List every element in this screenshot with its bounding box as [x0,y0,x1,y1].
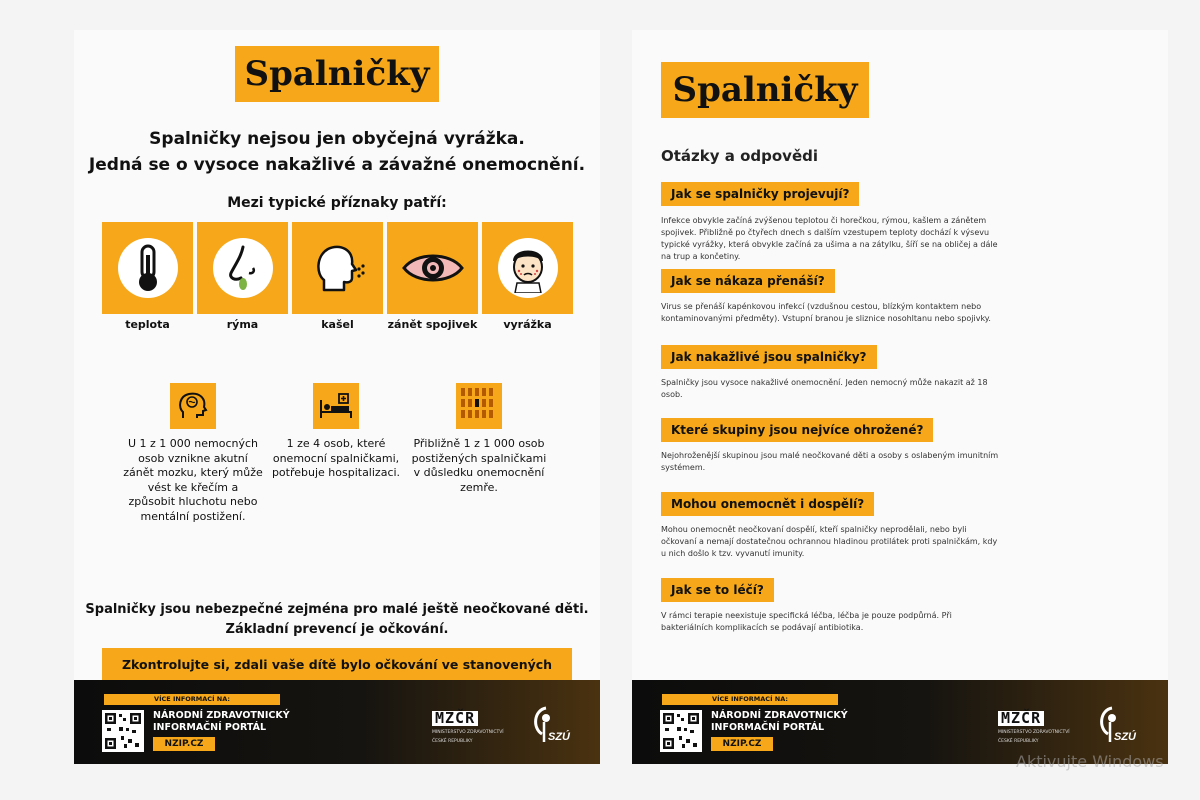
footer [74,680,600,764]
windows-activation-watermark: Aktivujte Windows [1016,752,1164,771]
symptom-tile-cough [292,222,383,314]
answer-treatment: V rámci terapie neexistuje specifická léčba, léčba je pouze podpůrná. Při bakteriálních komplikacích se podávají antibiotika. [661,611,952,632]
question-adults: Mohou onemocnět i dospělí? [661,492,874,516]
closing-text [74,600,600,640]
question-treatment: Jak se to léčí? [661,578,774,602]
qr-code-icon[interactable] [660,710,702,752]
brain-icon [177,390,209,422]
qa-heading: Otázky a odpovědi [661,147,819,165]
runny-nose-icon [221,243,265,293]
more-info-label: VÍCE INFORMACÍ NA: [662,694,838,705]
symptom-tile-conjunctivitis [387,222,478,314]
portal-url-link[interactable]: NZIP.CZ [711,737,773,751]
symptoms-heading: Mezi typické příznaky patří: [227,195,447,211]
stat-text-mortality: Přibližně 1 z 1 000 osob postižených spalničkami v důsledku onemocnění zemře. [411,437,547,494]
hospital-bed-icon [319,392,353,420]
more-info-label: VÍCE INFORMACÍ NA: [104,694,280,705]
answer-contagiousness: Spalničky jsou vysoce nakažlivé onemocnění. Jeden nemocný může nakazit až 18 osob. [661,378,988,399]
szu-logo [1092,702,1142,746]
intro-line-2: Jedná se o vysoce nakažlivé a závažné onemocnění. [88,155,586,175]
stat-tile-brain [170,383,216,429]
symptom-tile-runny-nose [197,222,288,314]
question-contagiousness: Jak nakažlivé jsou spalničky? [661,345,877,369]
portal-url-link[interactable]: NZIP.CZ [153,737,215,751]
closing-line-2: Základní prevencí je očkování. [225,622,449,637]
symptom-label: teplota [125,318,170,331]
question-risk-groups: Které skupiny jsou nejvíce ohrožené? [661,418,933,442]
ministry-logo: MZČR MINISTERSTVO ZDRAVOTNICTVÍ ČESKÉ REPUBLIKY [432,709,504,744]
poster-title: Spalničky [235,46,439,102]
intro-line-1: Spalničky nejsou jen obyčejná vyrážka. [149,129,525,149]
left-poster [74,30,600,764]
ministry-logo-mark: MZČR [432,711,478,726]
szu-logo [526,702,576,746]
ministry-logo: MZČR MINISTERSTVO ZDRAVOTNICTVÍ ČESKÉ REPUBLIKY [998,709,1070,744]
symptom-label: kašel [321,318,354,331]
symptom-tile-fever [102,222,193,314]
poster-title: Spalničky [661,62,869,118]
stat-tile-crowd [456,383,502,429]
symptom-tile-rash [482,222,573,314]
symptom-label: rýma [226,318,259,331]
answer-symptoms: Infekce obvykle začíná zvýšenou teplotou či horečkou, rýmou, kašlem a zánětem spojivek. Přibližně po čtyřech dnech s dalším vzestupem teploty dochází k výsevu typické vyrážky, která obvykle začíná za ušima a na zátylku, šíří se na obličej a dále na trup a končetiny. [661,216,998,261]
answer-risk-groups: Nejohroženější skupinou jsou malé neočkované děti a osoby s oslabeným imunitním systémem. [661,451,999,472]
szu-text: SZÚ [548,731,570,743]
portal-name: NÁRODNÍ ZDRAVOTNICKÝ INFORMAČNÍ PORTÁL [711,710,848,733]
stat-text-brain: U 1 z 1 000 nemocných osob vznikne akutní zánět mozku, který může vést ke křečím a způsobit hluchotu nebo mentální postižení. [123,437,263,523]
right-poster [632,30,1168,764]
portal-name: NÁRODNÍ ZDRAVOTNICKÝ INFORMAČNÍ PORTÁL [153,710,290,733]
qr-code-icon[interactable] [102,710,144,752]
symptom-label: vyrážka [503,318,552,331]
stat-tile-hospital [313,383,359,429]
szu-text: SZÚ [1114,731,1136,743]
red-eye-icon [402,248,464,288]
thermometer-icon [126,243,170,293]
answer-adults: Mohou onemocnět neočkovaní dospělí, kteří spalničky neprodělali, nebo byli očkovaní a nemají dostatečnou ochrannou hladinou protilátek proti spalničkám, kdy u nich došlo k tzv. vyvanutí imunity. [661,525,998,558]
symptom-label: zánět spojivek [387,318,478,331]
vaccination-cta: Zkontrolujte si, zdali vaše dítě bylo očkování ve stanovených [102,648,572,682]
ministry-logo-mark: MZČR [998,711,1044,726]
rash-face-icon [505,243,551,293]
closing-line-1: Spalničky jsou nebezpečné zejména pro malé ještě neočkované děti. [85,602,589,617]
cough-icon [310,240,366,296]
crowd-icon [459,386,499,426]
answer-transmission: Virus se přenáší kapénkovou infekcí (vzdušnou cestou, blízkým kontaktem nebo kontaminovanými předměty). Vstupní branou je sliznice nosohltanu nebo spojivky. [661,302,991,323]
question-symptoms: Jak se spalničky projevují? [661,182,859,206]
question-transmission: Jak se nákaza přenáší? [661,269,835,293]
stat-text-hospital: 1 ze 4 osob, které onemocní spalničkami, potřebuje hospitalizaci. [271,437,401,480]
